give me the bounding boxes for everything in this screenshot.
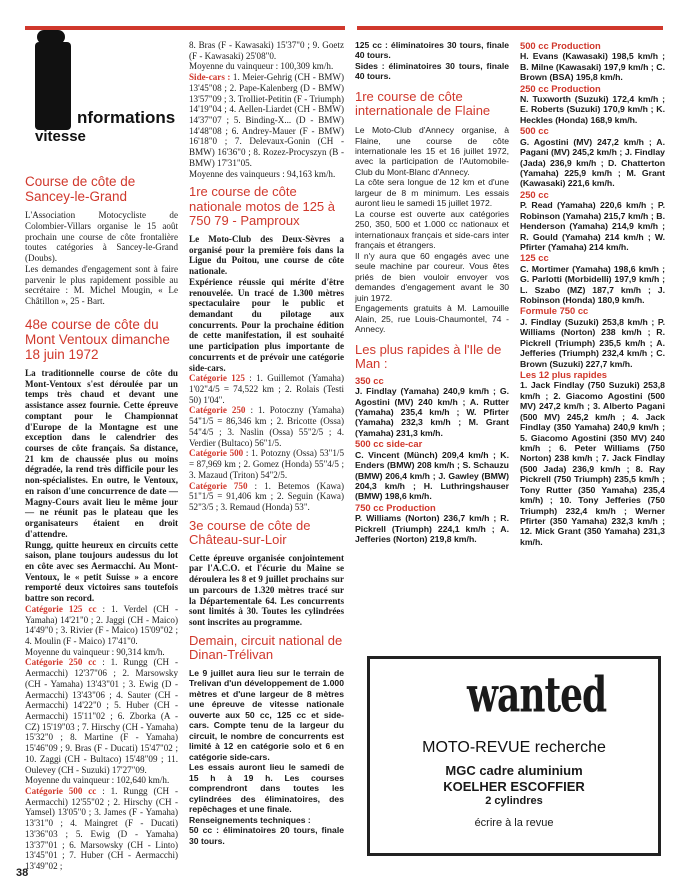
- column-2: [189, 40, 344, 862]
- ad-line-3: KOELHER ESCOFFIER: [443, 779, 585, 794]
- ad-line-2: MGC cadre aluminium: [445, 763, 583, 778]
- wanted-title: wanted: [467, 667, 607, 724]
- ventoux-paragraph-2: Rungg, quitte heureux en circuits cette saison, plane toujours audessus du lot en côte avec ses Aermacchi. Au Mont-Ventoux, le « petit Suisse » a encore remporté deux victoires sans toutefois battre son record.: [25, 539, 178, 604]
- category-250-label: Catégorie 250 cc: [25, 657, 97, 668]
- heading-sancey: Course de côte de Sancey-le-Grand: [25, 174, 136, 205]
- column-3: [355, 40, 509, 650]
- iom-350-heading: 350 cc: [355, 374, 384, 386]
- pamproux-res-500: : 1. Potozny (Ossa) 53"1/5 = 87,969 km ; 2. Gomez (Honda) 55"4/5 ; 3. Mazaud (Triton) 54"2/5.: [189, 448, 345, 480]
- pamproux-results-500: [189, 448, 344, 480]
- heading-dinan: Demain, circuit national de Dinan-Trélivan: [189, 632, 343, 663]
- iom-500p-heading: 500 cc Production: [520, 40, 601, 51]
- iom-sidecar-heading: 500 cc side-car: [355, 438, 423, 450]
- sancey-paragraph-1: L'Association Motocycliste de Colombier-Villars organise le 15 août prochain une course de côte frontalière toutes catégories à Sancey-le-Grand (Doubs).: [25, 210, 178, 264]
- heading-ventoux: 48e course de côte du Mont Ventoux dimanche 18 juin 1972: [25, 316, 170, 362]
- ad-line-5: écrire à la revue: [474, 817, 554, 829]
- iom-125-results: C. Mortimer (Yamaha) 198,6 km/h ; G. Parlotti (Morbidelli) 197,9 km/h ; L. Szabo (MZ) 187,7 km/h ; J. Robinson (Honda) 180,9 km/h.: [520, 263, 665, 306]
- iom-750p-results: P. Williams (Norton) 236,7 km/h ; R. Pickrell (Triumph) 224,1 km/h ; A. Jefferies (Norton) 219,8 km/h.: [355, 513, 509, 545]
- dinan-paragraph-1: Le 9 juillet aura lieu sur le terrain de Trelivan d'un développement de 1.000 mètres et d'une largeur de 8 mètres une épreuve de vitesse nationale ouverte aux 50 cc, 125 cc et side-cars. Compte tenu de la largeur du circuit, le nombre de concurrents est limité à 12 en catégorie solo et 6 en catégorie side-cars.: [189, 667, 344, 762]
- column-4: [520, 40, 665, 650]
- pamproux-results-125: [189, 373, 344, 405]
- iom-250-results: P. Read (Yamaha) 220,6 km/h ; P. Robinson (Yamaha) 215,7 km/h ; B. Henderson (Yamaha) 214,9 km/h ; R. Gould (Yamaha) 214 km/h ; W. Pfirter (Yamaha) 214 km/h.: [520, 200, 665, 252]
- heading-ile-de-man: Les plus rapides à l'Ile de Man :: [355, 341, 502, 372]
- results-500-text: : 1. Rungg (CH - Aermacchi) 12'55"02 ; 2. Hirschy (CH - Yamsel) 13'05"0 ; 3. James (F - Yamaha) 13'31"0 ; 4. Maingret (F - Ducati) 13'36"03 ; 5. Ewig (D - Yamaha) 13'37"01 ; 6. Marsowsky (CH - Linto) 13'45"01 ; 7. Huber (CH - Aermacchi) 13'49"02 ;: [25, 786, 179, 872]
- dinan-125-line: 125 cc : éliminatoires 30 tours, finale 40 tours.: [355, 40, 509, 61]
- pamproux-cat-250: Catégorie 250: [189, 405, 246, 416]
- ventoux-average-125: Moyenne du vainqueur : 90,314 km/h.: [25, 646, 165, 657]
- flaine-paragraph-5: Engagements gratuits à M. Lamouille Alain, 25, rue Louis-Chaumontel, 74 - Annecy.: [355, 303, 509, 335]
- dinan-paragraph-4: 50 cc : éliminatoires 20 tours, finale 30 tours.: [189, 825, 344, 846]
- ventoux-results-500-cont: 8. Bras (F - Kawasaki) 15'37"0 ; 9. Goetz (F - Kawasaki) 25'08"0.: [189, 40, 344, 61]
- dinan-sides-line: Sides : éliminatoires 30 tours, finale 40 tours.: [355, 60, 509, 82]
- flaine-paragraph-2: La côte sera longue de 12 km et d'une largeur de 8 m minimum. Les essais auront lieu le samedi 15 juillet 1972.: [355, 177, 509, 209]
- sancey-paragraph-2: Les demandes d'engagement sont à faire parvenir le plus rapidement possible au secrétaire : M. Michel Mougin, « Le Châtillon », 25 - Bart.: [25, 263, 178, 306]
- logo-i-bar: [35, 42, 71, 130]
- iom-f750-heading: Formule 750 cc: [520, 305, 589, 317]
- results-125-text: : 1. Verdel (CH - Yamaha) 14'21"0 ; 2. Jaggi (CH - Maico) 14'49"0 ; 3. Rivier (F - Maico) 15'09"02 ; 4. Moulin (F - Maico) 17'41"0.: [25, 603, 178, 646]
- ventoux-average-250: Moyenne du vainqueur : 102,640 km/h.: [25, 775, 170, 786]
- iom-350-results: J. Findlay (Yamaha) 240,9 km/h ; G. Agostini (MV) 240 km/h ; A. Rutter (Yamaha) 235,4 km/h ; W. Pfirter (Yamaha) 232,3 km/h ; M. Grant (Yamaha) 231,3 km/h.: [355, 386, 509, 438]
- pamproux-res-750: : 1. Betemos (Kawa) 51"1/5 = 91,406 km ; 2. Seguin (Kawa) 52"3/5 ; 3. Remaud (Honda) 53".: [189, 480, 344, 512]
- chateau-paragraph: Cette épreuve organisée conjointement par l'A.C.O. et l'écurie du Maine se déroulera les 8 et 9 juillet prochains sur un parcours de 1.320 mètres tracé sur la Départementale 64. Les concurrents sont limités à 30. Toutes les cylindrées sont inscrites au programme.: [189, 552, 344, 628]
- column-1: [25, 40, 179, 872]
- iom-250-heading: 250 cc: [520, 188, 549, 200]
- top-rule-right: [357, 26, 663, 30]
- ventoux-results-sidecar: [189, 72, 344, 168]
- logo-line2: vitesse: [35, 128, 86, 145]
- iom-500p-results: H. Evans (Kawasaki) 198,5 km/h ; B. Milne (Kawasaki) 197,9 km/h ; C. Brown (BSA) 195,8 km/h.: [520, 51, 665, 83]
- iom-top12-heading: Les 12 plus rapides: [520, 369, 608, 380]
- informations-vitesse-logo: [25, 40, 178, 160]
- pamproux-results-250: [189, 405, 344, 448]
- flaine-paragraph-4: Il n'y aura que 60 engagés avec une seule machine par coureur. Vous êtes priés de bien vouloir envoyer vos demandes d'engagement avant le 30 juin 1972.: [355, 250, 509, 303]
- category-125-label: Catégorie 125 cc: [25, 603, 97, 614]
- pamproux-paragraph-2: Expérience réussie qui mérite d'être renouvelée. Un tracé de 1.300 mètres spectaculaire pour le public et demandant du pilotage aux concurrents. Pour la prochaine édition de cette manifestation, il est souhaité une participation plus importante de concurrents et de prévoir une catégorie side-cars.: [189, 276, 344, 373]
- ventoux-results-125: [25, 604, 178, 647]
- page-number: 38: [16, 867, 29, 879]
- category-500-label: Catégorie 500 cc: [25, 786, 97, 797]
- dinan-paragraph-3: Renseignements techniques :: [189, 814, 311, 825]
- iom-f750-results: J. Findlay (Suzuki) 253,8 km/h ; P. Williams (Norton) 238 km/h ; R. Pickrell (Triumph) 235,5 km/h ; A. Jefferies (Triumph) 232,4 km/h ; C. Brown (Suzuki) 227,7 km/h.: [520, 316, 665, 369]
- heading-pamproux: 1re course de côte nationale motos de 125 à 750 79 - Pamproux: [189, 184, 335, 229]
- ventoux-results-250: [25, 657, 178, 775]
- ventoux-results-500: [25, 786, 178, 872]
- pamproux-cat-750: Catégorie 750: [189, 480, 248, 491]
- pamproux-res-250: : 1. Potoczny (Yamaha) 54"1/5 = 86,346 km ; 2. Bricotte (Ossa) 54"4/5 ; 3. Naslin (Ossa) 55"2/5 ; 4. Verdier (Bultaco) 56"1/5.: [189, 405, 344, 448]
- dinan-paragraph-2: Les essais auront lieu le samedi de 15 h à 19 h. Les courses comprendront dans toutes les cylindrées des éliminatoires, des repêchages et une finale.: [189, 762, 344, 815]
- iom-250p-results: N. Tuxworth (Suzuki) 172,4 km/h ; E. Roberts (Suzuki) 170,9 km/h ; K. Heckles (Honda) 168,9 km/h.: [520, 94, 665, 125]
- iom-250p-heading: 250 cc Production: [520, 82, 601, 94]
- sidecar-results-text: 1. Meier-Gehrig (CH - BMW) 13'45"08 ; 2. Pape-Kalenberg (D - BMW) 13'57"09 ; 3. Trolliet-Petitin (F - Triumph) 14'19"04 ; 4. Aellen-Liardet (CH - BMW) 14'37"07 ; 5. Binding-X... (D - BMW) 14'48"08 ; 6. Andrey-Mauer (F - BMW) 16'18"0 ; 7. Delevaux-Gonin (CH - BMW) 16'36"0 ; 8. Rozez-Procyszyn (B - BMW) 17'31"05.: [189, 72, 345, 168]
- ad-line-4: 2 cylindres: [485, 795, 543, 807]
- heading-flaine: 1re course de côte internationale de Flaine: [355, 88, 491, 119]
- heading-chateau-sur-loir: 3e course de côte de Château-sur-Loir: [189, 517, 311, 548]
- pamproux-results-750: [189, 481, 344, 513]
- ventoux-average-sidecar: Moyenne des vainqueurs : 94,163 km/h.: [189, 168, 336, 179]
- pamproux-paragraph-1: Le Moto-Club des Deux-Sèvres a organisé pour la première fois dans la Ligue du Poitou, une course de côte nationale.: [189, 233, 344, 277]
- flaine-paragraph-1: Le Moto-Club d'Annecy organise, à Flaine, une course de côte internationale les 15 et 16 juillet 1972, avec la participation de l'Automobile-Club du Mont-Blanc d'Annecy.: [355, 125, 509, 177]
- iom-top12-results: 1. Jack Findlay (750 Suzuki) 253,8 km/h ; 2. Giacomo Agostini (500 MV) 247,2 km/h ; 3. Alberto Pagani (500 MV) 245,2 km/h ; 4. Jack Findlay (350 Yamaha) 240,9 km/h ; 5. Giacomo Agostini (350 MV) 240 km/h ; 6. Peter Williams (750 Norton) 238 km/h ; 7. Jack Findlay (500 Jada) 236,9 km/h ; 8. Ray Pickrell (750 Triumph) 235,5 km/h ; Tony Rutter (350 Yamaha) 235,4 km/h) ; 10. Tony Jefferies (750 Triumph) 232,4 km/h ; Werner Pfirter (350 Yamaha) 232,3 km/h ; 12. Mick Grant (350 Yamaha) 231,3 km/h.: [520, 380, 665, 547]
- wanted-ad: [367, 656, 661, 856]
- pamproux-cat-125: Catégorie 125: [189, 373, 245, 384]
- iom-750p-heading: 750 cc Production: [355, 501, 436, 513]
- iom-500-heading: 500 cc: [520, 125, 549, 137]
- ventoux-average-500: Moyenne du vainqueur : 100,309 km/h.: [189, 61, 334, 72]
- top-rule-left: [25, 26, 345, 30]
- iom-sidecar-results: C. Vincent (Münch) 209,4 km/h ; K. Enders (BMW) 208 km/h ; S. Schauzu (BMW) 206,4 km/h ; J. Gawley (BMW) 204,3 km/h ; H. Luthringshauser (BMW) 198,6 km/h.: [355, 449, 509, 502]
- ad-line-1: MOTO-REVUE recherche: [422, 739, 606, 756]
- sidecar-label: Side-cars :: [189, 72, 231, 83]
- iom-125-heading: 125 cc: [520, 252, 549, 264]
- ventoux-paragraph-1: La traditionnelle course de côte du Mont-Ventoux s'est déroulée par un temps très chaud et devant une assistance assez fournie. Cette épreuve comptant pour le Championnat d'Europe de la Montagne est une exception dans le calendrier des courses de côte français. Sa distance, 21 km de chaussée plus ou moins dégradée, la rend très difficile pour les non-spécialistes. En outre, le Ventoux, en raison d'une concurrence de date — Magny-Cours avait lieu le même jour — ne réunit pas le plateau que les organisateurs étaient en droit d'attendre.: [25, 368, 178, 539]
- logo-line1: nformations: [77, 108, 176, 127]
- pamproux-res-125: : 1. Guillemot (Yamaha) 1'02"4/5 = 74,522 km ; 2. Rolais (Testi 50) 1'04".: [189, 373, 344, 405]
- iom-500-results: G. Agostini (MV) 247,2 km/h ; A. Pagani (MV) 245,2 km/h ; J. Findlay (Jada) 236,9 km/h ; D. Chatterton (Yamaha) 225,9 km/h ; M. Grant (Kawasaki) 221,6 km/h.: [520, 136, 665, 189]
- results-250-text: : 1. Rungg (CH - Aermacchi) 12'37"06 ; 2. Marsowsky (CH - Yamaha) 13'43"01 ; 3. Ewig (D - Aermacchi) 13'43"06 ; 4. Sauter (CH - Aermacchi) 14'22"0 ; 5. Huber (CH - Aermacchi) 15'11"02 ; 6. Zborka (A - CZ) 15'19"03 ; 7. Hirschy (CH - Yamaha) 15'32"0 ; 8. Martine (F - Yamaha) 15'46"09 ; 9. Bras (F - Ducati) 15'47"02 ; 10. Zaggi (CH - Bultaco) 15'48"09 ; 11. Oulevey (CH - Suzuki) 17'27"09.: [25, 657, 179, 775]
- pamproux-cat-500: Catégorie 500: [189, 448, 244, 459]
- flaine-paragraph-3: La course est ouverte aux catégories 250, 350, 500 et 1.000 cc nationaux et internationaux français et side-cars inter français et étrangers.: [355, 208, 509, 251]
